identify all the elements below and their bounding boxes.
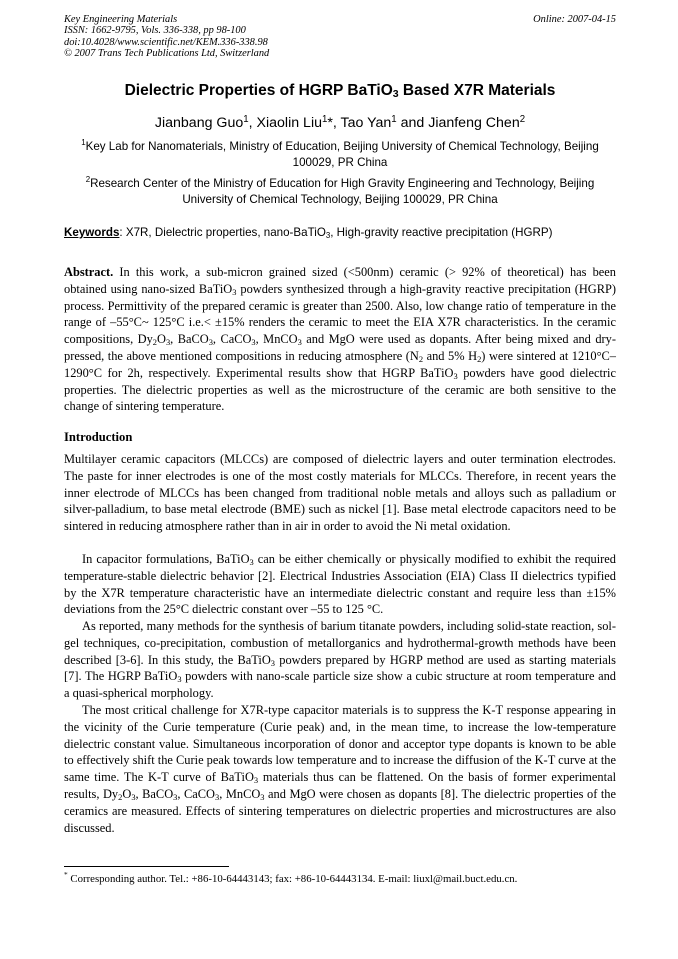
section-heading-introduction: Introduction bbox=[64, 430, 133, 444]
author-4: Jianfeng Chen bbox=[428, 115, 520, 131]
copyright-line: © 2007 Trans Tech Publications Ltd, Switzerland bbox=[64, 48, 270, 60]
paragraph-text: powders prepared by HGRP method are used as starting materials [7]. The HGRP BaTiO bbox=[64, 652, 616, 684]
abstract-text: , MnCO bbox=[255, 332, 298, 347]
subscript: 2 bbox=[477, 353, 482, 364]
author-2: Xiaolin Liu bbox=[256, 115, 322, 131]
footnote bbox=[64, 870, 624, 885]
subscript: 3 bbox=[173, 791, 178, 802]
subscript: 3 bbox=[260, 791, 265, 802]
journal-header bbox=[64, 14, 616, 60]
affiliation-1-mark: 1 bbox=[81, 138, 86, 147]
abstract bbox=[64, 264, 616, 415]
title-text: Dielectric Properties of HGRP BaTiO bbox=[124, 82, 393, 99]
intro-paragraph-3 bbox=[64, 618, 616, 702]
abstract-text: and MgO were used as dopants. After being mixed and dry-pressed, the above mentioned compositions in reducing atmosphere (N bbox=[64, 332, 616, 363]
abstract-text: powders synthesized through a high-gravity reactive precipitation (HGRP) process. Permittivity of the prepared ceramic is greater than 2500. Also, low change ratio of temperature in the range of –55°C~ 125°C i.e.< ±15% renders the ceramic to meet the EIA X7R characteristics. In the ceramic compositions, Dy bbox=[64, 281, 616, 347]
journal-name: Key Engineering Materials bbox=[64, 14, 178, 25]
affiliation-1 bbox=[64, 139, 616, 171]
affiliation-2 bbox=[64, 176, 616, 208]
paragraph-text: , CaCO bbox=[177, 786, 215, 801]
paragraph-text: and MgO were chosen as dopants [8]. The dielectric properties of the ceramics are measured. Effects of sintering temperatures on dielectric properties and microstructures are also discussed. bbox=[64, 786, 616, 835]
subscript: 3 bbox=[208, 337, 213, 348]
abstract-text: In this work, a sub-micron grained sized (<500nm) ceramic (> 92% of theoretical) has been obtained using nano-sized BaTiO bbox=[64, 265, 616, 296]
subscript: 3 bbox=[165, 337, 171, 348]
subscript: 3 bbox=[232, 286, 237, 297]
paragraph-text: The most critical challenge for X7R-type capacitor materials is to suppress the K-T response appearing in the vicinity of the Curie temperature (Curie peak) and, in the mean time, to increase the low-temperature dielectric constant value. Simultaneous incorporation of donor and acceptor type dopants is known to be able to effectively shift the Curie peak towards low temperature and to increase the diffusion of the K-T curve at the same time. The K-T curve of BaTiO bbox=[64, 703, 616, 785]
paragraph-text: As reported, many methods for the synthesis of barium titanate powders, including solid-state reaction, sol-gel techniques, co-precipitation, combustion of metallorganics and hydrothermal-growth methods have been described [3-6]. In this study, the BaTiO bbox=[64, 619, 616, 667]
keywords-subscript: 3 bbox=[325, 231, 331, 240]
keywords-text-end: , High-gravity reactive precipitation (HGRP) bbox=[330, 226, 553, 239]
intro-paragraph-4 bbox=[64, 702, 616, 836]
paragraph-text: O bbox=[122, 786, 132, 801]
abstract-text: powders have good dielectric properties. The dielectric properties as well as the microstructure of the ceramic are both sensitive to the change of sintering temperature. bbox=[64, 365, 616, 414]
title-text-end: Based X7R Materials bbox=[398, 82, 556, 99]
author-sep: , bbox=[332, 115, 341, 131]
abstract-text: O bbox=[157, 332, 166, 347]
issn-line: ISSN: 1662-9795, Vols. 336-338, pp 98-100 bbox=[64, 25, 246, 37]
paper-title bbox=[64, 82, 616, 100]
subscript: 3 bbox=[270, 657, 276, 668]
paragraph-text: , MnCO bbox=[219, 786, 261, 801]
keywords-text: X7R, Dielectric properties, nano-BaTiO bbox=[125, 226, 326, 239]
abstract-text: ) were sintered at 1210°C–1290°C for 2h, respectively. Experimental results show that HGRP BaTiO bbox=[64, 348, 616, 380]
subscript: 2 bbox=[152, 337, 157, 348]
subscript: 3 bbox=[215, 791, 220, 802]
author-4-affil: 2 bbox=[519, 114, 526, 125]
paragraph-text: powders with nano-scale particle size show a cubic structure at room temperature and a quasi-spherical morphology. bbox=[64, 669, 616, 701]
affiliation-2-text: Research Center of the Ministry of Education for High Gravity Engineering and Technology, Beijing University of Chemical Technology, Beijing 100029, PR China bbox=[90, 177, 595, 206]
keywords-label: Keywords bbox=[64, 226, 120, 239]
author-3: Tao Yan bbox=[340, 115, 392, 131]
abstract-text: , CaCO bbox=[212, 332, 252, 347]
footnote-divider bbox=[64, 866, 229, 867]
affiliation-2-mark: 2 bbox=[85, 175, 91, 184]
abstract-text: , BaCO bbox=[170, 332, 209, 347]
subscript: 3 bbox=[249, 557, 254, 567]
doi-line: doi:10.4028/www.scientific.net/KEM.336-338.98 bbox=[64, 36, 268, 48]
author-1-affil: 1 bbox=[243, 114, 249, 125]
paragraph-text: In capacitor formulations, BaTiO bbox=[82, 552, 250, 566]
subscript: 2 bbox=[418, 353, 424, 364]
title-subscript: 3 bbox=[392, 88, 399, 100]
subscript: 3 bbox=[253, 775, 259, 786]
paragraph-text: materials thus can be flattened. On the basis of former experimental results, Dy bbox=[64, 770, 617, 801]
author-1: Jianbang Guo bbox=[154, 115, 244, 131]
author-list bbox=[64, 115, 616, 131]
keywords bbox=[64, 226, 616, 239]
subscript: 3 bbox=[297, 337, 302, 348]
subscript: 3 bbox=[131, 791, 136, 802]
paragraph-text: can be either chemically or physically modified to exhibit the required temperature-stable dielectric behavior [2]. Electrical Industries Association (EIA) Class II dielectrics typified by the X7R temperature characteristic have an intermediate dielectric constant and require less than ±15% deviations from the 25°C dielectric constant over –55 to 125 °C. bbox=[64, 552, 616, 617]
affiliation-1-text: Key Lab for Nanomaterials, Ministry of Education, Beijing University of Chemical Technology, Beijing 100029, PR China bbox=[85, 140, 599, 169]
subscript: 3 bbox=[453, 370, 458, 381]
author-sep: , bbox=[248, 115, 257, 131]
intro-paragraph-1: Multilayer ceramic capacitors (MLCCs) are composed of dielectric layers and outer termination electrodes. The paste for inner electrodes is one of the most costly materials for MLCCs. Therefore, in recent years the inner electrode of MLCCs has been changed from traditional noble metals and alloys such as palladium or silver-palladium, to base metal electrode (BME) such as nickel [1]. Base metal electrode capacitors need to be sintered in reducing atmosphere rather than in air in order to avoid the Ni metal oxidation. bbox=[64, 452, 616, 534]
paragraph-text: , BaCO bbox=[135, 786, 174, 801]
footnote-text: Corresponding author. Tel.: +86-10-64443143; fax: +86-10-64443134. E-mail: liuxl@mail.buct.edu.cn. bbox=[67, 873, 518, 885]
keywords-colon: : bbox=[119, 226, 126, 239]
footnote-mark: * bbox=[64, 870, 68, 879]
subscript: 3 bbox=[251, 337, 256, 348]
subscript: 3 bbox=[177, 674, 182, 685]
abstract-label: Abstract. bbox=[64, 265, 114, 279]
author-3-affil: 1 bbox=[391, 114, 397, 125]
author-sep: and bbox=[396, 115, 429, 131]
online-date: Online: 2007-04-15 bbox=[533, 14, 616, 25]
corresponding-mark: * bbox=[327, 115, 333, 131]
intro-paragraph-2 bbox=[64, 551, 616, 618]
abstract-text: and 5% H bbox=[423, 348, 478, 363]
author-2-affil: 1 bbox=[321, 114, 328, 125]
subscript: 2 bbox=[118, 791, 123, 802]
